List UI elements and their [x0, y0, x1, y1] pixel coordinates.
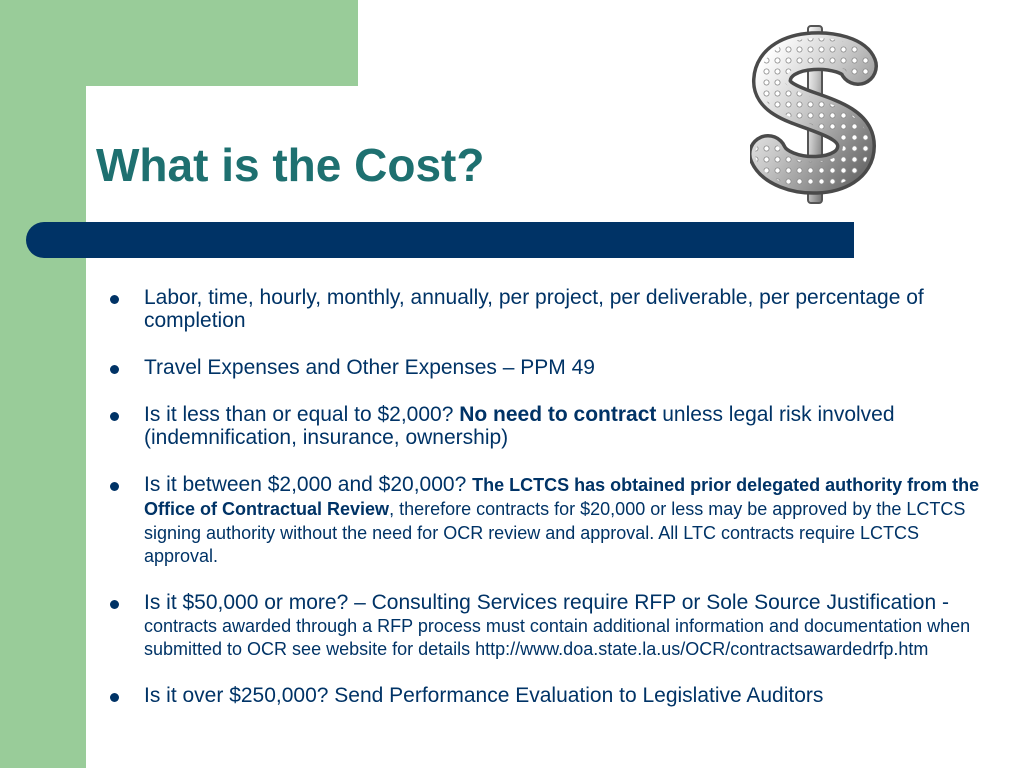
bullet-lead: Is it less than or equal to $2,000? [144, 403, 460, 426]
bullet-dot-icon [110, 482, 119, 491]
title-divider-bar [26, 222, 854, 258]
bullet-dot-icon [110, 693, 119, 702]
bullet-lead: Is it between $2,000 and $20,000? [144, 473, 473, 496]
bullet-bold: The LCTCS has obtained prior delegated authority from the Office of Contractual Review [144, 475, 980, 519]
bullet-dot-icon [110, 365, 119, 374]
bullet-dot-icon [110, 600, 119, 609]
bullet-text: Is it over $250,000? Send Performance Evaluation to Legislative Auditors [144, 684, 824, 707]
bullet-list [100, 286, 990, 731]
green-side-band [0, 0, 86, 768]
bullet-text: Labor, time, hourly, monthly, annually, per project, per deliverable, per percentage of completion [144, 286, 924, 332]
bullet-tail: contracts awarded through a RFP process must contain additional information and documentation when submitted to OCR see website for details http://www.doa.state.la.us/OCR/contractsawardedrfp.htm [144, 616, 971, 659]
bullet-lead: Is it $50,000 or more? – Consulting Services require RFP or Sole Source Justification - [144, 591, 949, 614]
bullet-dot-icon [110, 295, 119, 304]
bullet-tail: unless legal risk involved (indemnification, insurance, ownership) [144, 403, 895, 449]
bullet-item [100, 473, 990, 567]
bullet-item [100, 286, 990, 332]
bullet-text: Travel Expenses and Other Expenses – PPM 49 [144, 356, 595, 379]
green-top-band [0, 0, 358, 86]
dollar-sign-icon [750, 22, 880, 207]
bullet-bold: No need to contract [459, 403, 657, 426]
bullet-tail: , therefore contracts for $20,000 or less may be approved by the LCTCS signing authority without the need for OCR review and approval. All LTC contracts require LCTCS approval. [144, 499, 966, 566]
bullet-item [100, 591, 990, 660]
bullet-item [100, 403, 990, 449]
slide-title: What is the Cost? [96, 139, 485, 191]
bullet-dot-icon [110, 412, 119, 421]
bullet-item [100, 356, 990, 379]
bullet-item [100, 684, 990, 707]
